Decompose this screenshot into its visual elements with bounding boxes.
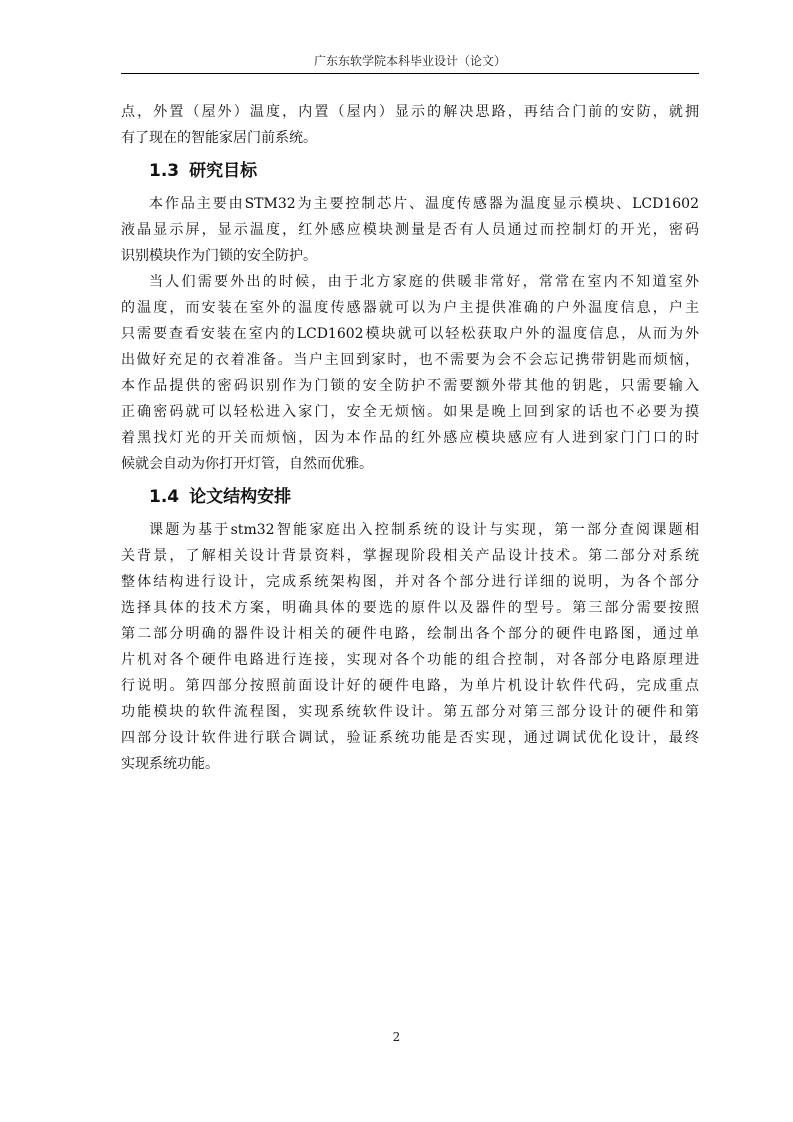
- text-line: 正确密码就可以轻松进入家门，安全无烦恼。如果是晚上回到家的话也不必要为摸: [121, 404, 699, 420]
- section-title: 论文结构安排: [189, 487, 292, 507]
- text-line: 行说明。第四部分按照前面设计好的硬件电路，为单片机设计软件代码，完成重点: [121, 678, 699, 694]
- text-line: 当人们需要外出的时候，由于北方家庭的供暖非常好，常常在室内不知道室外: [149, 274, 699, 290]
- text-line: 只需要查看安装在室内的LCD1602模块就可以轻松获取户外的温度信息，从而为外: [121, 326, 699, 342]
- section-title: 研究目标: [189, 161, 258, 181]
- page-body: [121, 99, 699, 777]
- section-1-4-paragraph-1: [121, 517, 699, 777]
- intro-paragraph: [121, 99, 699, 151]
- text-line: 片机对各个硬件电路进行连接，实现对各个功能的组合控制，对各部分电路原理进: [121, 652, 699, 668]
- text-line: 选择具体的技术方案，明确具体的要选的原件以及器件的型号。第三部分需要按照: [121, 600, 699, 616]
- text-line: 关背景，了解相关设计背景资料，掌握现阶段相关产品设计技术。第二部分对系统: [121, 548, 699, 564]
- text-line: 有了现在的智能家居门前系统。: [121, 130, 317, 146]
- section-heading-1-4: [121, 477, 699, 517]
- text-line: 候就会自动为你打开灯管，自然而优雅。: [121, 456, 373, 472]
- section-heading-1-3: [121, 151, 699, 191]
- text-line: 课题为基于stm32智能家庭出入控制系统的设计与实现，第一部分查阅课题相: [149, 522, 699, 538]
- text-line: 出做好充足的衣着准备。当户主回到家时，也不需要为会不会忘记携带钥匙而烦恼，: [121, 352, 699, 368]
- text-line: 点，外置（屋外）温度，内置（屋内）显示的解决思路，再结合门前的安防，就拥: [121, 104, 699, 120]
- section-number: 1.4: [149, 487, 180, 507]
- section-1-3-paragraph-2: [121, 269, 699, 477]
- page-number: 2: [392, 1030, 401, 1044]
- text-line: 识别模块作为门锁的安全防护。: [121, 248, 317, 264]
- text-line: 功能模块的软件流程图，实现系统软件设计。第五部分对第三部分设计的硬件和第: [121, 704, 699, 720]
- text-line: 四部分设计软件进行联合调试，验证系统功能是否实现，通过调试优化设计，最终: [121, 730, 699, 746]
- text-line: 实现系统功能。: [121, 756, 219, 772]
- section-1-3-paragraph-1: [121, 191, 699, 269]
- section-number: 1.3: [149, 161, 180, 181]
- text-line: 液晶显示屏，显示温度，红外感应模块测量是否有人员通过而控制灯的开光，密码: [121, 222, 699, 238]
- text-line: 的温度，而安装在室外的温度传感器就可以为户主提供准确的户外温度信息，户主: [121, 300, 699, 316]
- text-line: 本作品提供的密码识别作为门锁的安全防护不需要额外带其他的钥匙，只需要输入: [121, 378, 699, 394]
- text-line: 第二部分明确的器件设计相关的硬件电路，绘制出各个部分的硬件电路图，通过单: [121, 626, 699, 642]
- text-line: 着黑找灯光的开关而烦恼，因为本作品的红外感应模块感应有人进到家门门口的时: [121, 430, 699, 446]
- text-line: 本作品主要由STM32为主要控制芯片、温度传感器为温度显示模块、LCD1602: [149, 196, 699, 212]
- header-title: 广东东软学院本科毕业设计（论文）: [313, 54, 506, 68]
- page-header: [121, 52, 699, 74]
- text-line: 整体结构进行设计，完成系统架构图，并对各个部分进行详细的说明，为各个部分: [121, 574, 699, 590]
